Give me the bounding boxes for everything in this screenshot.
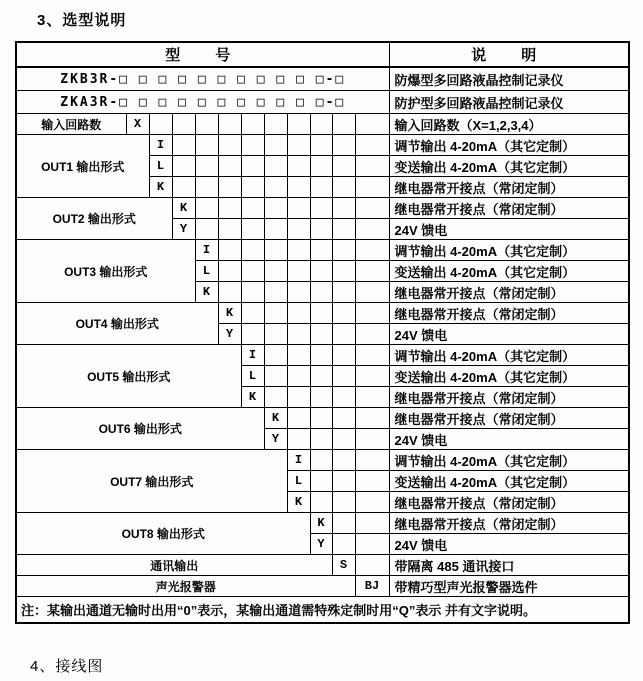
option-desc: 继电器常开接点（常闭定制） — [389, 387, 629, 408]
option-row — [16, 303, 629, 324]
option-row — [16, 408, 629, 429]
empty-grid-cell — [241, 198, 264, 219]
option-code: L — [287, 471, 310, 492]
empty-grid-cell — [310, 282, 332, 303]
empty-grid-cell — [332, 324, 355, 345]
empty-grid-cell — [332, 450, 355, 471]
empty-grid-cell — [355, 450, 389, 471]
option-desc: 带隔离 485 通讯接口 — [389, 555, 629, 576]
option-code: Y — [310, 534, 332, 555]
empty-grid-cell — [355, 408, 389, 429]
empty-grid-cell — [287, 408, 310, 429]
option-row — [16, 240, 629, 261]
empty-grid-cell — [172, 177, 195, 198]
group-label: OUT4 输出形式 — [16, 303, 218, 345]
option-desc: 调节输出 4-20mA（其它定制） — [389, 345, 629, 366]
empty-grid-cell — [332, 198, 355, 219]
empty-grid-cell — [355, 492, 389, 513]
empty-grid-cell — [149, 114, 172, 135]
empty-grid-cell — [218, 240, 241, 261]
empty-grid-cell — [287, 303, 310, 324]
empty-grid-cell — [355, 534, 389, 555]
empty-grid-cell — [310, 240, 332, 261]
empty-grid-cell — [287, 114, 310, 135]
empty-grid-cell — [287, 429, 310, 450]
empty-grid-cell — [241, 135, 264, 156]
group-label: OUT6 输出形式 — [16, 408, 264, 450]
empty-grid-cell — [264, 345, 287, 366]
empty-grid-cell — [287, 156, 310, 177]
model-desc: 防护型多回路液晶控制记录仪 — [389, 91, 629, 114]
option-code: L — [241, 366, 264, 387]
empty-grid-cell — [264, 282, 287, 303]
empty-grid-cell — [287, 219, 310, 240]
option-code: BJ — [355, 576, 389, 597]
empty-grid-cell — [241, 156, 264, 177]
option-desc: 继电器常开接点（常闭定制） — [389, 408, 629, 429]
empty-grid-cell — [287, 240, 310, 261]
group-label: OUT3 输出形式 — [16, 240, 195, 303]
option-row — [16, 135, 629, 156]
empty-grid-cell — [218, 261, 241, 282]
empty-grid-cell — [241, 324, 264, 345]
empty-grid-cell — [355, 324, 389, 345]
empty-grid-cell — [264, 261, 287, 282]
empty-grid-cell — [355, 219, 389, 240]
model-code: ZKA3R-□ □ □ □ □ □ □ □ □ □ □-□ — [16, 91, 389, 114]
empty-grid-cell — [264, 198, 287, 219]
option-code: L — [149, 156, 172, 177]
empty-grid-cell — [218, 135, 241, 156]
empty-grid-cell — [310, 450, 332, 471]
empty-grid-cell — [310, 135, 332, 156]
empty-grid-cell — [310, 387, 332, 408]
option-code: Y — [264, 429, 287, 450]
option-row — [16, 450, 629, 471]
option-desc: 调节输出 4-20mA（其它定制） — [389, 450, 629, 471]
empty-grid-cell — [310, 303, 332, 324]
empty-grid-cell — [264, 156, 287, 177]
option-desc: 继电器常开接点（常闭定制） — [389, 492, 629, 513]
desc-column-header: 说 明 — [389, 42, 629, 67]
option-row — [16, 513, 629, 534]
option-desc: 继电器常开接点（常闭定制） — [389, 513, 629, 534]
empty-grid-cell — [241, 177, 264, 198]
option-code: K — [149, 177, 172, 198]
empty-grid-cell — [287, 324, 310, 345]
selection-table — [15, 41, 630, 624]
empty-grid-cell — [332, 114, 355, 135]
model-row — [16, 91, 629, 114]
empty-grid-cell — [310, 177, 332, 198]
empty-grid-cell — [332, 492, 355, 513]
option-desc: 24V 馈电 — [389, 219, 629, 240]
option-code: K — [264, 408, 287, 429]
empty-grid-cell — [241, 240, 264, 261]
empty-grid-cell — [355, 156, 389, 177]
empty-grid-cell — [172, 135, 195, 156]
empty-grid-cell — [332, 240, 355, 261]
empty-grid-cell — [264, 303, 287, 324]
empty-grid-cell — [310, 366, 332, 387]
empty-grid-cell — [241, 303, 264, 324]
empty-grid-cell — [332, 471, 355, 492]
option-row — [16, 555, 629, 576]
empty-grid-cell — [332, 261, 355, 282]
empty-grid-cell — [355, 345, 389, 366]
empty-grid-cell — [332, 345, 355, 366]
empty-grid-cell — [310, 324, 332, 345]
option-code: I — [241, 345, 264, 366]
option-code: I — [149, 135, 172, 156]
empty-grid-cell — [287, 135, 310, 156]
empty-grid-cell — [332, 513, 355, 534]
empty-grid-cell — [332, 282, 355, 303]
empty-grid-cell — [310, 408, 332, 429]
empty-grid-cell — [264, 177, 287, 198]
empty-grid-cell — [195, 135, 218, 156]
empty-grid-cell — [264, 324, 287, 345]
option-desc: 带精巧型声光报警器选件 — [389, 576, 629, 597]
empty-grid-cell — [195, 177, 218, 198]
empty-grid-cell — [218, 156, 241, 177]
empty-grid-cell — [332, 156, 355, 177]
option-desc: 输入回路数（X=1,2,3,4） — [389, 114, 629, 135]
empty-grid-cell — [218, 114, 241, 135]
empty-grid-cell — [264, 387, 287, 408]
empty-grid-cell — [218, 198, 241, 219]
empty-grid-cell — [355, 177, 389, 198]
table-note: 注：某输出通道无输时出用“0”表示，某输出通道需特殊定制时用“Q”表示 并有文字说明。 — [16, 597, 629, 624]
option-desc: 24V 馈电 — [389, 534, 629, 555]
group-label: OUT8 输出形式 — [16, 513, 310, 555]
option-desc: 继电器常开接点（常闭定制） — [389, 303, 629, 324]
option-code: Y — [218, 324, 241, 345]
group-label: OUT2 输出形式 — [16, 198, 172, 240]
empty-grid-cell — [332, 366, 355, 387]
empty-grid-cell — [332, 177, 355, 198]
empty-grid-cell — [310, 471, 332, 492]
option-desc: 24V 馈电 — [389, 429, 629, 450]
empty-grid-cell — [287, 387, 310, 408]
empty-grid-cell — [218, 282, 241, 303]
option-code: K — [218, 303, 241, 324]
empty-grid-cell — [310, 114, 332, 135]
empty-grid-cell — [310, 261, 332, 282]
empty-grid-cell — [355, 135, 389, 156]
empty-grid-cell — [355, 303, 389, 324]
empty-grid-cell — [355, 114, 389, 135]
empty-grid-cell — [241, 261, 264, 282]
model-code: ZKB3R-□ □ □ □ □ □ □ □ □ □ □-□ — [16, 67, 389, 91]
empty-grid-cell — [241, 114, 264, 135]
option-code: L — [195, 261, 218, 282]
group-label: 声光报警器 — [16, 576, 355, 597]
empty-grid-cell — [241, 282, 264, 303]
empty-grid-cell — [355, 366, 389, 387]
empty-grid-cell — [310, 219, 332, 240]
empty-grid-cell — [287, 282, 310, 303]
empty-grid-cell — [264, 240, 287, 261]
option-code: X — [126, 114, 149, 135]
empty-grid-cell — [264, 135, 287, 156]
option-desc: 调节输出 4-20mA（其它定制） — [389, 135, 629, 156]
empty-grid-cell — [355, 513, 389, 534]
option-code: Y — [172, 219, 195, 240]
table-header-row — [16, 42, 629, 67]
empty-grid-cell — [287, 261, 310, 282]
group-label: 输入回路数 — [16, 114, 126, 135]
section-3-title: 3、选型说明 — [37, 12, 127, 29]
option-code: K — [241, 387, 264, 408]
empty-grid-cell — [355, 282, 389, 303]
empty-grid-cell — [218, 219, 241, 240]
option-desc: 24V 馈电 — [389, 324, 629, 345]
empty-grid-cell — [332, 219, 355, 240]
option-desc: 变送输出 4-20mA（其它定制） — [389, 156, 629, 177]
model-desc: 防爆型多回路液晶控制记录仪 — [389, 67, 629, 91]
empty-grid-cell — [264, 366, 287, 387]
option-code: K — [287, 492, 310, 513]
option-desc: 调节输出 4-20mA（其它定制） — [389, 240, 629, 261]
empty-grid-cell — [332, 429, 355, 450]
empty-grid-cell — [172, 156, 195, 177]
option-code: I — [195, 240, 218, 261]
empty-grid-cell — [355, 261, 389, 282]
empty-grid-cell — [355, 555, 389, 576]
model-row — [16, 67, 629, 91]
empty-grid-cell — [195, 219, 218, 240]
group-label: 通讯输出 — [16, 555, 332, 576]
empty-grid-cell — [332, 135, 355, 156]
option-code: S — [332, 555, 355, 576]
group-label: OUT1 输出形式 — [16, 135, 149, 198]
option-desc: 变送输出 4-20mA（其它定制） — [389, 366, 629, 387]
note-row — [16, 597, 629, 624]
empty-grid-cell — [355, 240, 389, 261]
option-row — [16, 576, 629, 597]
empty-grid-cell — [310, 156, 332, 177]
empty-grid-cell — [195, 156, 218, 177]
group-label: OUT5 输出形式 — [16, 345, 241, 408]
empty-grid-cell — [355, 387, 389, 408]
empty-grid-cell — [241, 219, 264, 240]
option-desc: 继电器常开接点（常闭定制） — [389, 198, 629, 219]
section-4-title: 4、接线图 — [30, 658, 104, 675]
empty-grid-cell — [195, 198, 218, 219]
model-column-header: 型 号 — [16, 42, 389, 67]
option-code: K — [172, 198, 195, 219]
empty-grid-cell — [310, 345, 332, 366]
option-code: K — [195, 282, 218, 303]
empty-grid-cell — [218, 177, 241, 198]
empty-grid-cell — [287, 345, 310, 366]
empty-grid-cell — [287, 366, 310, 387]
option-code: K — [310, 513, 332, 534]
empty-grid-cell — [355, 198, 389, 219]
empty-grid-cell — [310, 429, 332, 450]
empty-grid-cell — [332, 408, 355, 429]
empty-grid-cell — [172, 114, 195, 135]
option-desc: 变送输出 4-20mA（其它定制） — [389, 471, 629, 492]
empty-grid-cell — [355, 471, 389, 492]
empty-grid-cell — [355, 429, 389, 450]
empty-grid-cell — [332, 387, 355, 408]
option-desc: 继电器常开接点（常闭定制） — [389, 177, 629, 198]
empty-grid-cell — [332, 303, 355, 324]
empty-grid-cell — [332, 534, 355, 555]
empty-grid-cell — [264, 219, 287, 240]
option-code: I — [287, 450, 310, 471]
empty-grid-cell — [287, 177, 310, 198]
option-row — [16, 198, 629, 219]
option-row — [16, 345, 629, 366]
empty-grid-cell — [310, 198, 332, 219]
option-row — [16, 114, 629, 135]
empty-grid-cell — [264, 114, 287, 135]
group-label: OUT7 输出形式 — [16, 450, 287, 513]
option-desc: 变送输出 4-20mA（其它定制） — [389, 261, 629, 282]
empty-grid-cell — [310, 492, 332, 513]
option-desc: 继电器常开接点（常闭定制） — [389, 282, 629, 303]
empty-grid-cell — [195, 114, 218, 135]
empty-grid-cell — [287, 198, 310, 219]
